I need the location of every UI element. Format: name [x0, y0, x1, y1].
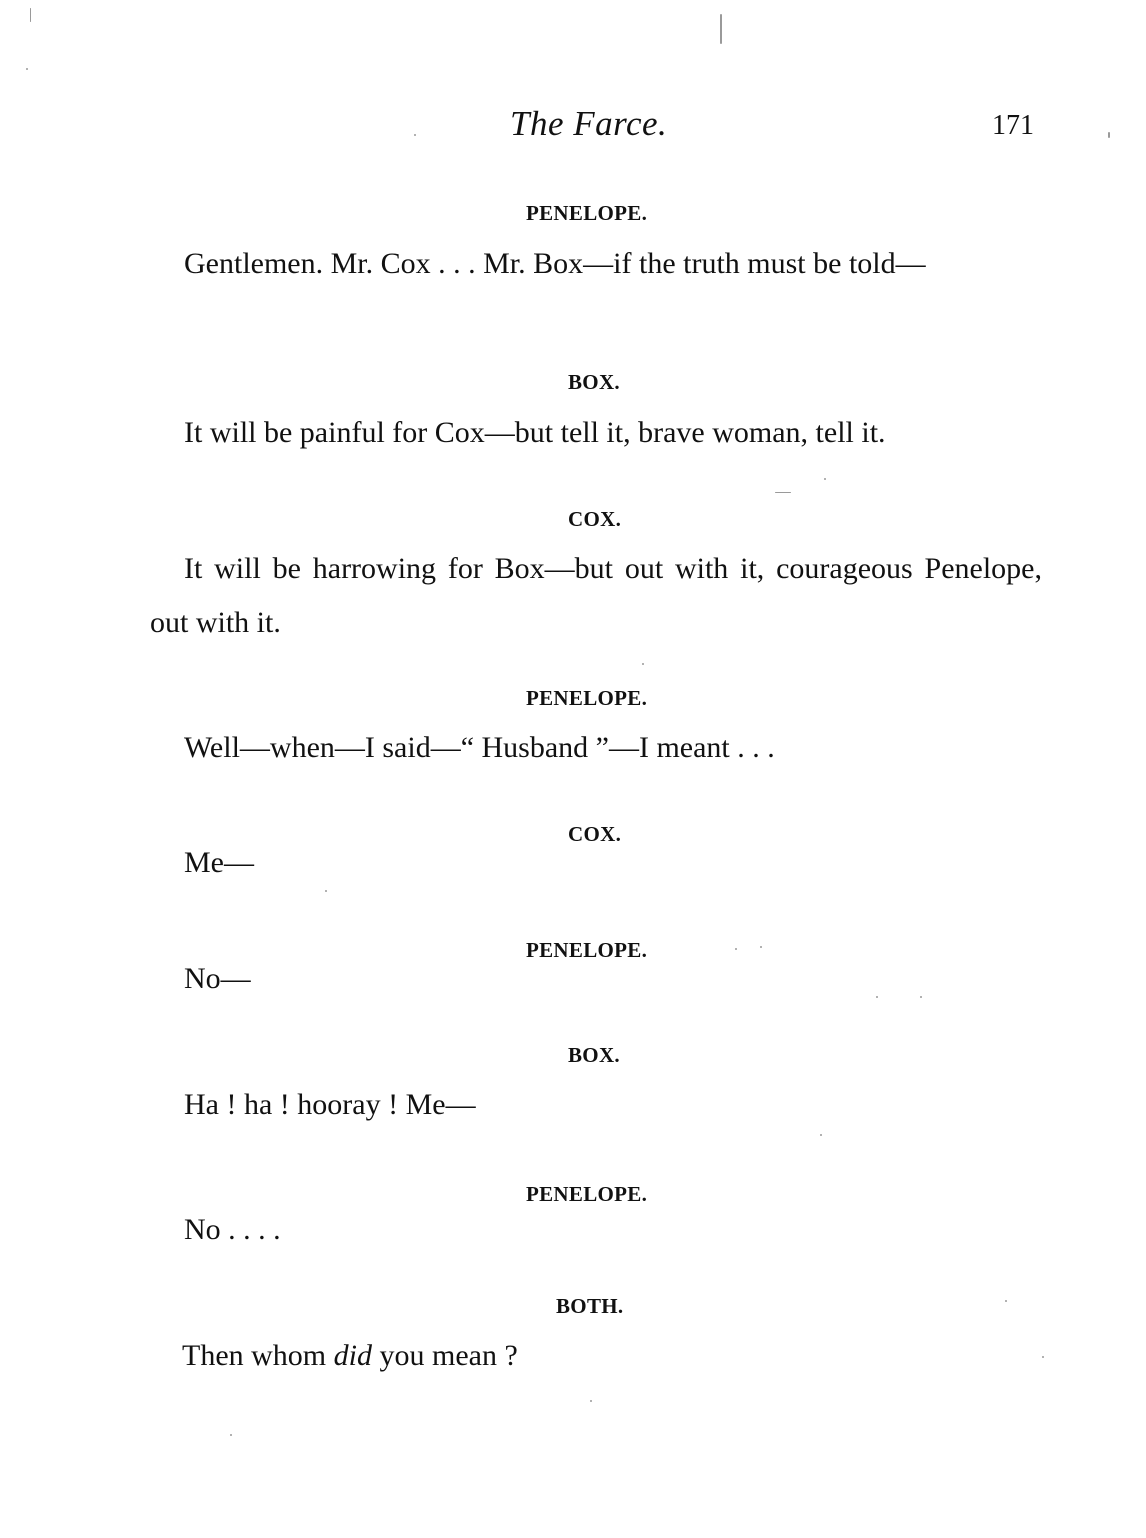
speaker-name: PENELOPE.: [526, 938, 648, 962]
emphasized-word: did: [333, 1339, 372, 1372]
running-head: [0, 100, 1146, 150]
scan-speck: [1042, 1356, 1044, 1358]
speech-text: No—: [184, 962, 251, 995]
scan-speck: [230, 1434, 232, 1436]
scan-speck: [414, 134, 416, 136]
scan-speck: [824, 478, 826, 480]
scan-speck: [735, 948, 737, 950]
scan-speck: [760, 946, 762, 948]
speaker-name: BOX.: [568, 1043, 620, 1067]
speech-text: [182, 1329, 518, 1383]
scan-speck: [325, 890, 327, 892]
speaker-name: BOX.: [568, 370, 620, 394]
speech-text: Well—when—I said—“ Husband ”—I meant . . .: [184, 731, 775, 764]
scan-speck: [775, 492, 791, 493]
scan-speck: [720, 14, 722, 44]
speech-text: It will be harrowing for Box—but out with it, courageous Penelope, out with it.: [150, 552, 1042, 639]
speech-text: It will be painful for Cox—but tell it, brave woman, tell it.: [184, 416, 886, 449]
scan-speck: [1108, 132, 1110, 138]
scan-speck: [642, 663, 644, 665]
scan-speck: [820, 1134, 822, 1136]
scan-speck: [920, 996, 922, 998]
scan-speck: [26, 68, 28, 70]
speech-text: Ha ! ha ! hooray ! Me—: [184, 1088, 476, 1121]
running-title: The Farce.: [510, 104, 668, 143]
scan-speck: [30, 8, 31, 22]
speech-text: Me—: [184, 846, 254, 879]
speech-text-part: you mean ?: [371, 1339, 518, 1372]
speaker-name: PENELOPE.: [526, 1182, 648, 1206]
scan-speck: [590, 1400, 592, 1402]
speaker-name: COX.: [568, 507, 622, 531]
speaker-name: PENELOPE.: [526, 201, 648, 225]
scan-speck: [876, 996, 878, 998]
speech-text: No . . . .: [184, 1213, 281, 1246]
speaker-name: PENELOPE.: [526, 686, 648, 710]
page-number: 171: [992, 110, 1034, 141]
speech-text-part: Then whom: [182, 1339, 334, 1372]
speech-text: Gentlemen. Mr. Cox . . . Mr. Box—if the truth must be told—: [184, 247, 926, 280]
scan-speck: [1005, 1300, 1007, 1302]
speaker-name: BOTH.: [556, 1294, 624, 1318]
speaker-name: COX.: [568, 822, 622, 846]
